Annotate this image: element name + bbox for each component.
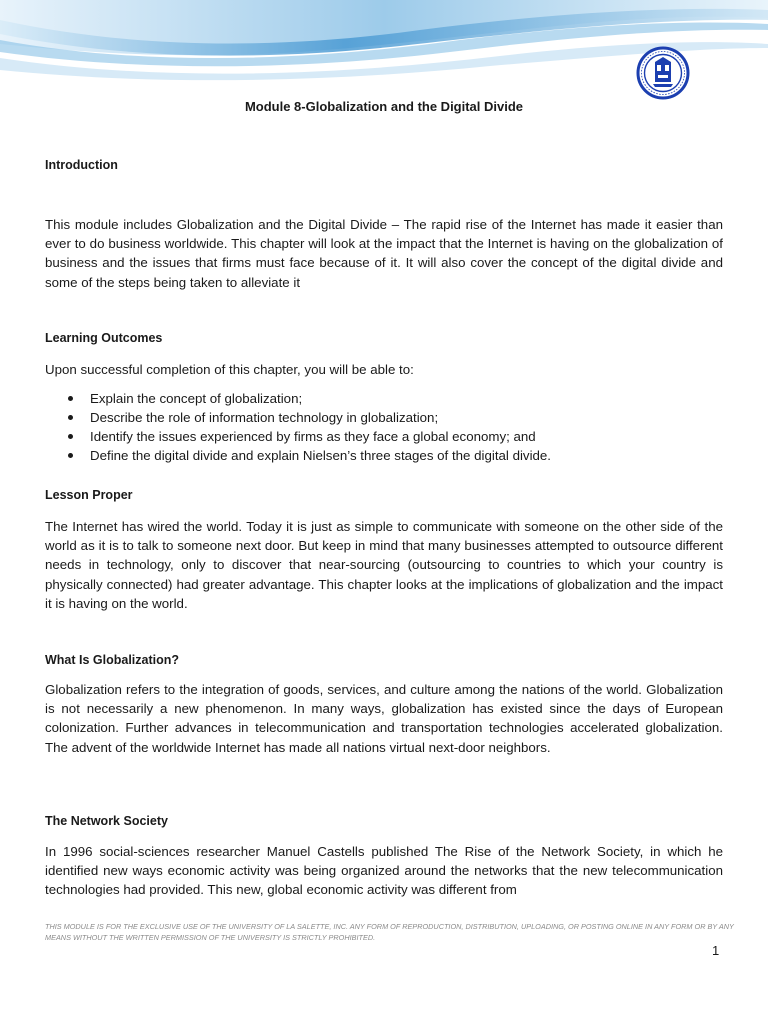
list-item: Identify the issues experienced by firms as they face a global economy; and [45, 427, 551, 446]
what-is-globalization-heading: What Is Globalization? [45, 653, 180, 667]
learning-outcomes-list [45, 389, 551, 465]
list-item: Define the digital divide and explain Nielsen’s three stages of the digital divide. [45, 446, 551, 465]
copyright-notice: THIS MODULE IS FOR THE EXCLUSIVE USE OF THE UNIVERSITY OF LA SALETTE, INC. ANY FORM OF REPRODUCTION, DISTRIBUTION, UPLOADING, OR POSTING ONLINE IN ANY FORM OR BY ANY MEANS WITHOUT THE WRITTEN PERMISSION OF THE UNIVERSITY IS STRICTLY PROHIBITED. [45, 922, 734, 942]
what-is-globalization-paragraph: Globalization refers to the integration of goods, services, and culture among the nations of the world. Globalization is not necessarily a new phenomenon. In many ways, globalization has existed since the days of European colonization. Further advances in telecommunication and transportation technologies accelerated globalization. The advent of the worldwide Internet has made all nations virtual next-door neighbors. [45, 682, 723, 755]
learning-outcomes-heading: Learning Outcomes [45, 331, 163, 345]
network-society-paragraph: In 1996 social-sciences researcher Manuel Castells published The Rise of the Network Society, in which he identified new ways economic activity was being organized around the networks that the new telecommunication technologies had provided. This new, global economic activity was different from [45, 844, 723, 898]
list-item: Explain the concept of globalization; [45, 389, 551, 408]
introduction-paragraph: This module includes Globalization and the Digital Divide – The rapid rise of the Internet has made it easier than ever to do business worldwide. This chapter will look at the impact that the Internet is having on the globalization of business and the issues that firms must face because of it. It will also cover the concept of the digital divide and some of the steps being taken to alleviate it [45, 217, 723, 290]
learning-outcomes-intro: Upon successful completion of this chapter, you will be able to: [45, 362, 414, 377]
page-number: 1 [712, 943, 720, 958]
network-society-heading: The Network Society [45, 814, 168, 828]
document-title: Module 8-Globalization and the Digital Divide [244, 99, 524, 114]
university-seal-icon [636, 46, 690, 100]
introduction-heading: Introduction [45, 158, 118, 172]
list-item: Describe the role of information technology in globalization; [45, 408, 551, 427]
lesson-proper-paragraph: The Internet has wired the world. Today it is just as simple to communicate with someone on the other side of the world as it is to talk to someone next door. But keep in mind that many businesses attempted to outsource different needs in technology, only to discover that near-sourcing (outsourcing to countries to which your country is physically connected) had greater advantage. This chapter looks at the implications of globalization and the impact it is having on the world. [45, 519, 723, 611]
lesson-proper-heading: Lesson Proper [45, 488, 133, 502]
